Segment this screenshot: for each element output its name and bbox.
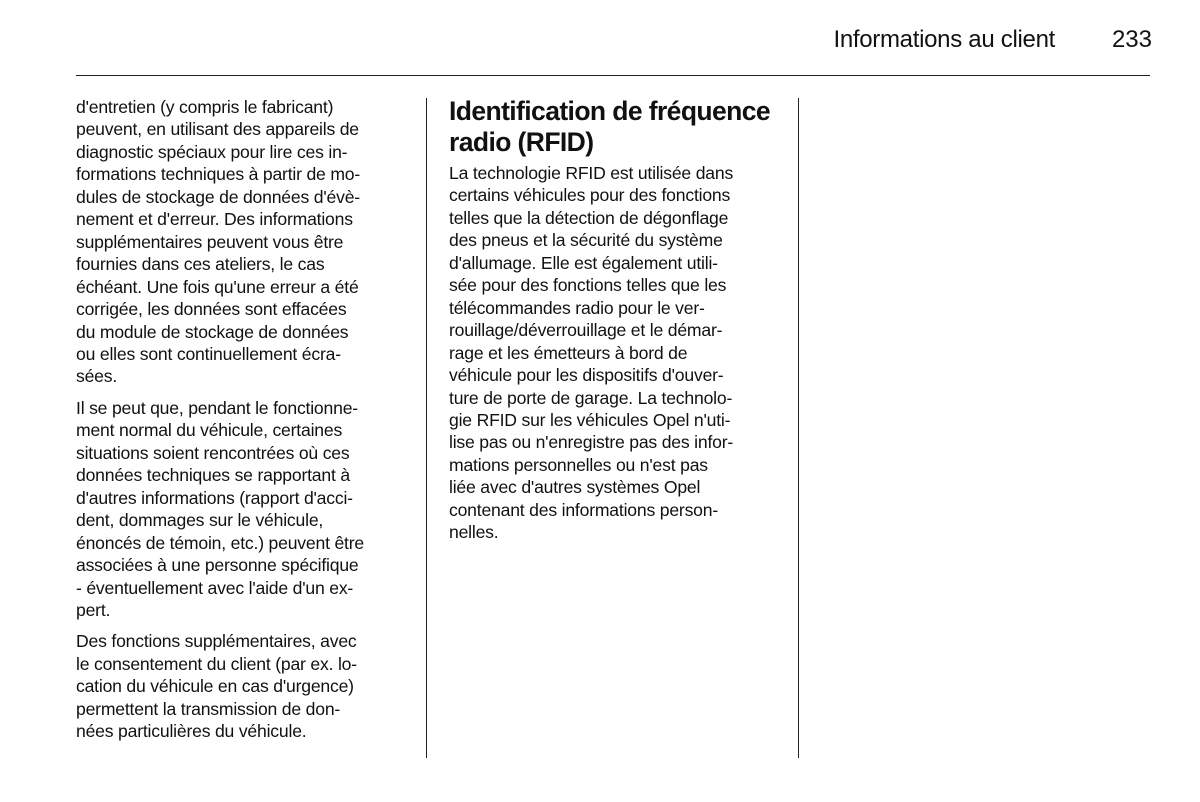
text-line: véhicule pour les dispositifs d'ouver- [449,365,724,386]
section-heading-rfid [449,96,786,158]
text-line: gie RFID sur les véhicules Opel n'uti- [449,409,731,430]
text-line: télécommandes radio pour le ver- [449,297,705,318]
heading-line: Identification de fréquence [449,96,770,126]
text-line: Il se peut que, pendant le fonctionne- [76,397,358,418]
text-line: sée pour des fonctions telles que les [449,275,727,296]
page-number: 233 [1111,26,1152,53]
text-line: énoncés de témoin, etc.) peuvent être [76,532,364,553]
column-divider-right [798,98,799,758]
text-line: des pneus et la sécurité du système [449,230,723,251]
left-text-column [76,96,414,743]
text-line: diagnostic spéciaux pour lire ces in- [76,141,348,162]
text-line: telles que la détection de dégonflage [449,207,729,228]
text-line: rouillage/déverrouillage et le démar- [449,320,723,341]
text-line: formations techniques à partir de mo- [76,164,361,185]
text-line: mations personnelles ou n'est pas [449,454,708,475]
heading-line: radio (RFID) [449,127,594,157]
column-divider-left [426,98,427,758]
text-line: La technologie RFID est utilisée dans [449,163,734,183]
text-line: corrigée, les données sont effacées [76,299,347,320]
text-line: rage et les émetteurs à bord de [449,342,688,363]
text-line: nées particulières du véhicule. [76,721,307,742]
text-line: dent, dommages sur le véhicule, [76,510,324,531]
text-line: pert. [76,599,111,620]
text-line: associées à une personne spécifique [76,555,359,576]
text-line: nement et d'erreur. Des informations [76,209,353,230]
text-line: échéant. Une fois qu'une erreur a été [76,276,359,297]
text-line: supplémentaires peuvent vous être [76,231,344,252]
text-line: liée avec d'autres systèmes Opel [449,477,701,498]
header-rule [76,75,1150,76]
body-paragraph [76,630,414,742]
running-header-title: Informations au client [833,26,1055,53]
text-line: ment normal du véhicule, certaines [76,420,343,441]
text-line: ture de porte de garage. La technolo- [449,387,733,408]
text-line: d'entretien (y compris le fabricant) [76,97,334,117]
text-line: permettent la transmission de don- [76,698,341,719]
body-paragraph [76,96,414,388]
text-line: peuvent, en utilisant des appareils de [76,119,359,140]
text-line: dules de stockage de données d'évè- [76,186,360,207]
text-line: Des fonctions supplémentaires, avec [76,631,357,652]
text-line: contenant des informations person- [449,499,718,520]
text-line: sées. [76,366,118,387]
text-line: d'allumage. Elle est également utili- [449,252,718,273]
body-paragraph [76,397,414,622]
text-line: lise pas ou n'enregistre pas des infor- [449,432,734,453]
text-line: - éventuellement avec l'aide d'un ex- [76,577,354,598]
text-line: ou elles sont continuellement écra- [76,343,341,364]
middle-text-column [449,96,786,544]
text-line: d'autres informations (rapport d'acci- [76,487,353,508]
text-line: le consentement du client (par ex. lo- [76,653,357,674]
text-line: fournies dans ces ateliers, le cas [76,254,325,275]
text-line: certains véhicules pour des fonctions [449,185,731,206]
text-line: données techniques se rapportant à [76,465,350,486]
body-paragraph [449,162,786,544]
text-line: du module de stockage de données [76,321,349,342]
text-line: nelles. [449,522,499,543]
text-line: cation du véhicule en cas d'urgence) [76,676,354,697]
text-line: situations soient rencontrées où ces [76,442,350,463]
